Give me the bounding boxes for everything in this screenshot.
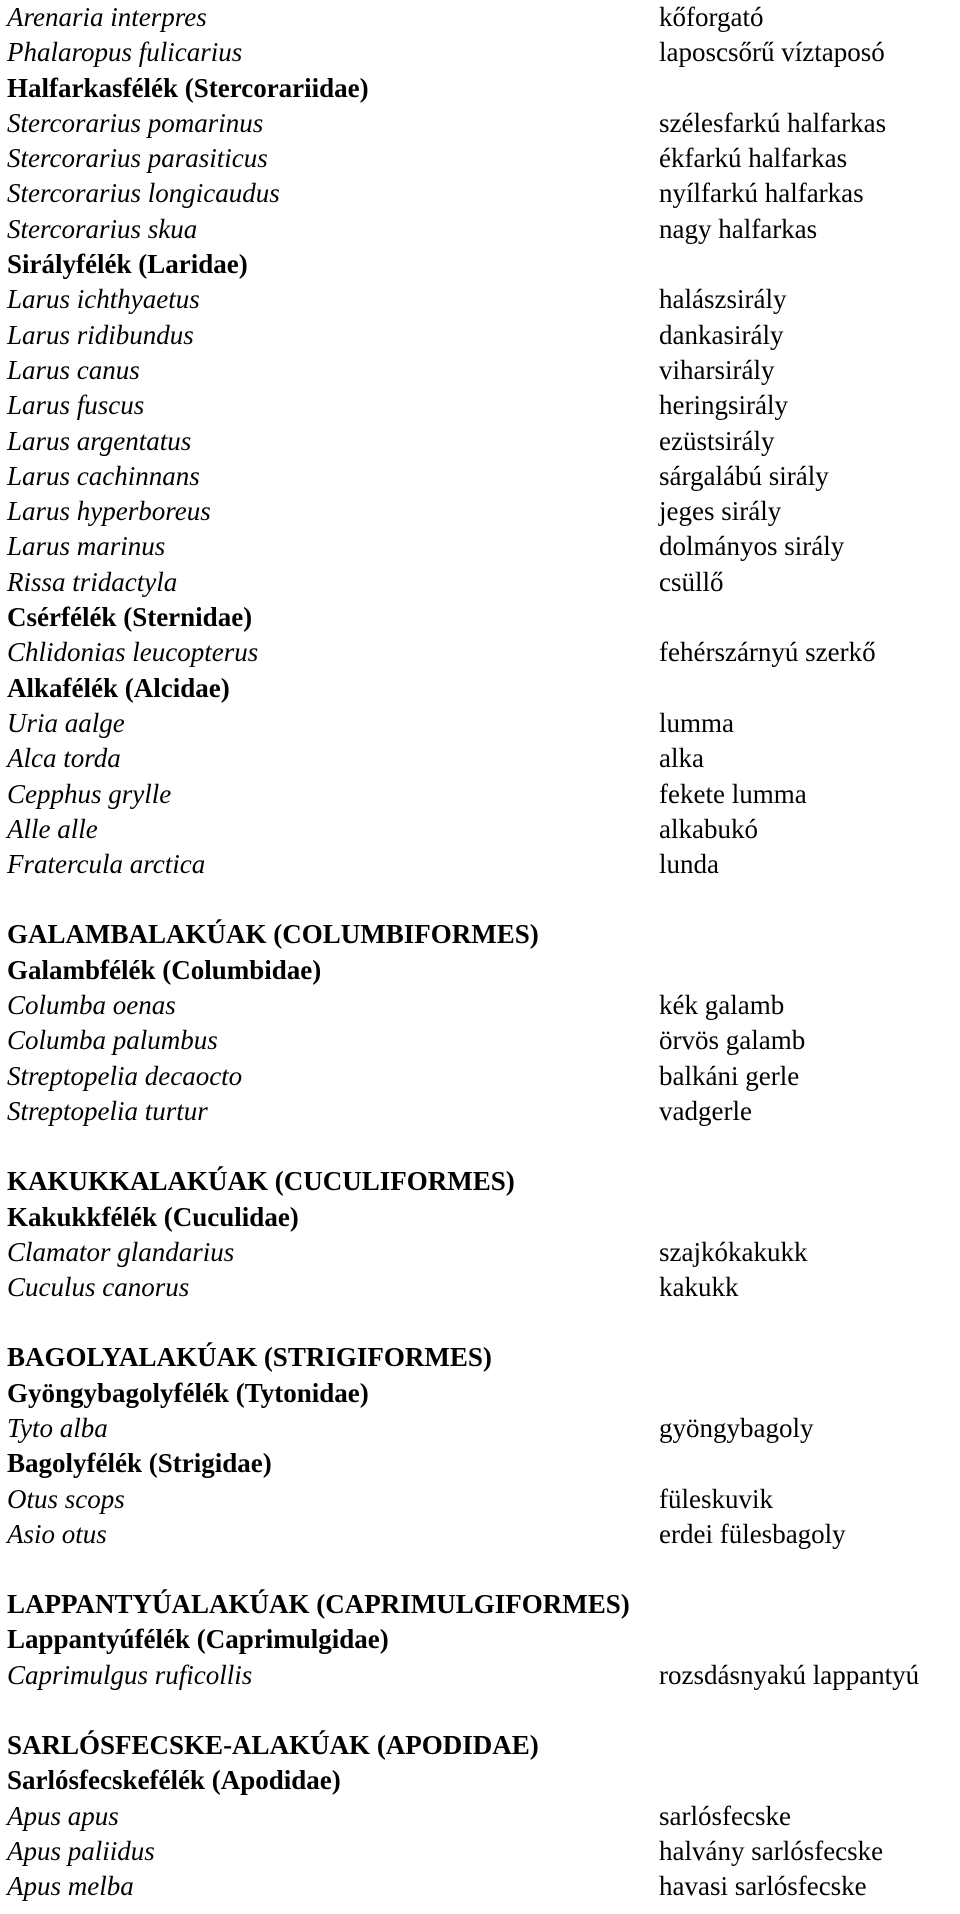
latin-name: Uria aalge	[7, 707, 125, 738]
species-row	[7, 35, 953, 70]
latin-name: Columba palumbus	[7, 1025, 218, 1056]
species-row	[7, 1482, 953, 1517]
species-row	[7, 1023, 953, 1058]
species-row	[7, 494, 953, 529]
hungarian-name: kakukk	[659, 1272, 739, 1303]
species-row	[7, 777, 953, 812]
hungarian-name: halvány sarlósfecske	[659, 1835, 884, 1866]
family-heading-row	[7, 71, 953, 106]
hungarian-name: alka	[659, 743, 704, 774]
family-heading-row	[7, 671, 953, 706]
species-row	[7, 1517, 953, 1552]
species-row	[7, 353, 953, 388]
order-heading: GALAMBALAKÚAK (COLUMBIFORMES)	[7, 919, 539, 950]
hungarian-name: kék galamb	[659, 990, 785, 1021]
hungarian-name: sárgalábú sirály	[659, 460, 829, 491]
species-row	[7, 106, 953, 141]
order-heading-row	[7, 1340, 953, 1375]
species-row	[7, 212, 953, 247]
order-heading: LAPPANTYÚALAKÚAK (CAPRIMULGIFORMES)	[7, 1589, 630, 1620]
latin-name: Clamator glandarius	[7, 1236, 235, 1267]
family-heading: Bagolyfélék (Strigidae)	[7, 1448, 272, 1479]
species-row	[7, 847, 953, 882]
hungarian-name: jeges sirály	[659, 496, 782, 527]
latin-name: Caprimulgus ruficollis	[7, 1659, 253, 1690]
order-heading: SARLÓSFECSKE-ALAKÚAK (APODIDAE)	[7, 1730, 539, 1761]
latin-name: Larus canus	[7, 354, 140, 385]
latin-name: Cuculus canorus	[7, 1272, 190, 1303]
order-heading-row	[7, 1164, 953, 1199]
hungarian-name: erdei fülesbagoly	[659, 1518, 846, 1549]
hungarian-name: sarlósfecske	[659, 1800, 791, 1831]
hungarian-name: örvös galamb	[659, 1025, 806, 1056]
family-heading: Galambfélék (Columbidae)	[7, 954, 322, 985]
species-row	[7, 459, 953, 494]
species-row	[7, 424, 953, 459]
latin-name: Larus fuscus	[7, 390, 145, 421]
family-heading: Gyöngybagolyfélék (Tytonidae)	[7, 1377, 369, 1408]
latin-name: Larus ridibundus	[7, 319, 194, 350]
species-row	[7, 1059, 953, 1094]
latin-name: Alca torda	[7, 743, 121, 774]
latin-name: Arenaria interpres	[7, 2, 207, 32]
hungarian-name: havasi sarlósfecske	[659, 1871, 867, 1902]
hungarian-name: heringsirály	[659, 390, 788, 421]
species-row	[7, 635, 953, 670]
hungarian-name: csüllő	[659, 566, 724, 597]
latin-name: Larus ichthyaetus	[7, 284, 200, 315]
latin-name: Alle alle	[7, 813, 98, 844]
hungarian-name: lumma	[659, 707, 734, 738]
species-row	[7, 529, 953, 564]
hungarian-name: szélesfarkú halfarkas	[659, 107, 887, 138]
family-heading-row	[7, 953, 953, 988]
latin-name: Fratercula arctica	[7, 849, 206, 880]
latin-name: Stercorarius parasiticus	[7, 143, 268, 174]
hungarian-name: nagy halfarkas	[659, 213, 818, 244]
order-heading-row	[7, 1728, 953, 1763]
latin-name: Larus argentatus	[7, 425, 192, 456]
hungarian-name: kőforgató	[659, 2, 764, 32]
species-row	[7, 388, 953, 423]
hungarian-name: dolmányos sirály	[659, 531, 845, 562]
hungarian-name: balkáni gerle	[659, 1060, 800, 1091]
latin-name: Chlidonias leucopterus	[7, 637, 259, 668]
family-heading-row	[7, 1763, 953, 1798]
order-heading-row	[7, 917, 953, 952]
latin-name: Larus hyperboreus	[7, 496, 211, 527]
species-row	[7, 812, 953, 847]
species-row	[7, 1270, 953, 1305]
latin-name: Larus marinus	[7, 531, 166, 562]
family-heading: Halfarkasfélék (Stercorariidae)	[7, 72, 369, 103]
hungarian-name: dankasirály	[659, 319, 784, 350]
latin-name: Stercorarius skua	[7, 213, 198, 244]
latin-name: Apus apus	[7, 1800, 119, 1831]
hungarian-name: halászsirály	[659, 284, 787, 315]
latin-name: Stercorarius pomarinus	[7, 107, 264, 138]
species-row	[7, 1799, 953, 1834]
species-row	[7, 318, 953, 353]
hungarian-name: fehérszárnyú szerkő	[659, 637, 876, 668]
species-row	[7, 0, 953, 35]
hungarian-name: laposcsőrű víztaposó	[659, 37, 885, 68]
species-row	[7, 282, 953, 317]
order-heading: KAKUKKALAKÚAK (CUCULIFORMES)	[7, 1166, 515, 1197]
species-row	[7, 1235, 953, 1270]
family-heading-row	[7, 600, 953, 635]
latin-name: Stercorarius longicaudus	[7, 178, 280, 209]
hungarian-name: viharsirály	[659, 354, 775, 385]
hungarian-name: gyöngybagoly	[659, 1412, 814, 1443]
family-heading: Sarlósfecskefélék (Apodidae)	[7, 1765, 341, 1796]
hungarian-name: nyílfarkú halfarkas	[659, 178, 864, 209]
species-row	[7, 988, 953, 1023]
hungarian-name: fekete lumma	[659, 778, 807, 809]
latin-name: Larus cachinnans	[7, 460, 200, 491]
order-heading: BAGOLYALAKÚAK (STRIGIFORMES)	[7, 1342, 492, 1373]
species-row	[7, 1094, 953, 1129]
hungarian-name: ékfarkú halfarkas	[659, 143, 848, 174]
family-heading-row	[7, 1200, 953, 1235]
hungarian-name: ezüstsirály	[659, 425, 775, 456]
order-heading-row	[7, 1587, 953, 1622]
hungarian-name: szajkókakukk	[659, 1236, 808, 1267]
latin-name: Phalaropus fulicarius	[7, 37, 243, 68]
latin-name: Asio otus	[7, 1518, 107, 1549]
family-heading-row	[7, 1622, 953, 1657]
hungarian-name: füleskuvik	[659, 1483, 773, 1514]
family-heading: Kakukkfélék (Cuculidae)	[7, 1201, 299, 1232]
species-row	[7, 176, 953, 211]
family-heading: Lappantyúfélék (Caprimulgidae)	[7, 1624, 389, 1655]
hungarian-name: lunda	[659, 849, 719, 880]
hungarian-name: alkabukó	[659, 813, 758, 844]
latin-name: Columba oenas	[7, 990, 176, 1021]
latin-name: Tyto alba	[7, 1412, 108, 1443]
species-row	[7, 141, 953, 176]
family-heading: Csérfélék (Sternidae)	[7, 602, 253, 633]
species-row	[7, 1658, 953, 1693]
species-list-document	[7, 0, 953, 1905]
species-row	[7, 706, 953, 741]
latin-name: Apus melba	[7, 1871, 134, 1902]
hungarian-name: vadgerle	[659, 1095, 752, 1126]
latin-name: Cepphus grylle	[7, 778, 172, 809]
species-row	[7, 565, 953, 600]
latin-name: Otus scops	[7, 1483, 125, 1514]
latin-name: Apus paliidus	[7, 1835, 155, 1866]
family-heading: Sirályfélék (Laridae)	[7, 249, 248, 280]
species-row	[7, 1411, 953, 1446]
hungarian-name: rozsdásnyakú lappantyú	[659, 1659, 920, 1690]
species-row	[7, 1869, 953, 1904]
species-row	[7, 1834, 953, 1869]
latin-name: Streptopelia turtur	[7, 1095, 208, 1126]
species-row	[7, 741, 953, 776]
family-heading-row	[7, 247, 953, 282]
family-heading-row	[7, 1376, 953, 1411]
family-heading-row	[7, 1446, 953, 1481]
latin-name: Streptopelia decaocto	[7, 1060, 243, 1091]
family-heading: Alkafélék (Alcidae)	[7, 672, 230, 703]
latin-name: Rissa tridactyla	[7, 566, 178, 597]
